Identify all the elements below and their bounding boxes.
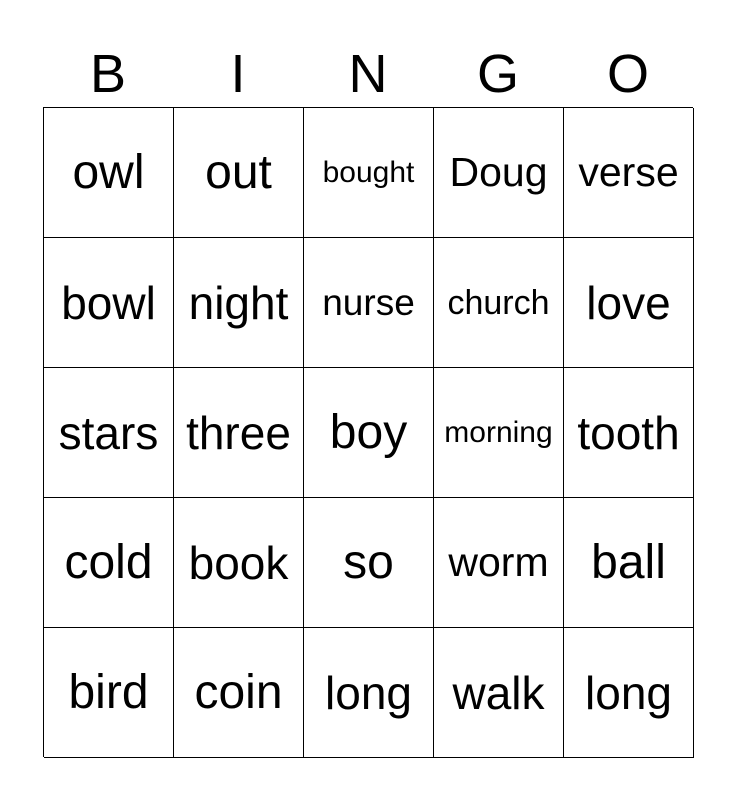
cell-word: verse bbox=[578, 149, 679, 195]
cell-word: walk bbox=[452, 666, 545, 719]
bingo-cell bbox=[174, 108, 304, 238]
cell-word: cold bbox=[64, 535, 153, 589]
bingo-cell bbox=[434, 628, 564, 758]
bingo-cell bbox=[304, 368, 434, 498]
cell-word: boy bbox=[329, 405, 408, 459]
cell-word: stars bbox=[58, 406, 159, 459]
bingo-cell bbox=[304, 238, 434, 368]
cell-word: out bbox=[205, 145, 272, 199]
bingo-cell bbox=[564, 368, 694, 498]
cell-word: tooth bbox=[577, 406, 680, 459]
header-letter-n: N bbox=[348, 44, 388, 104]
cell-word: three bbox=[186, 406, 291, 459]
bingo-cell bbox=[44, 108, 174, 238]
bingo-cell bbox=[564, 628, 694, 758]
cell-word: bird bbox=[68, 665, 149, 719]
bingo-cell bbox=[564, 108, 694, 238]
bingo-cell bbox=[44, 628, 174, 758]
bingo-cell bbox=[174, 498, 304, 628]
bingo-cell bbox=[304, 498, 434, 628]
bingo-cell bbox=[44, 368, 174, 498]
header-letter-g: G bbox=[476, 44, 519, 104]
bingo-cell bbox=[434, 238, 564, 368]
bingo-cell bbox=[434, 368, 564, 498]
cell-word: long bbox=[325, 666, 412, 719]
cell-word: owl bbox=[72, 145, 145, 199]
cell-word: bought bbox=[322, 155, 415, 189]
bingo-cell bbox=[174, 368, 304, 498]
bingo-header bbox=[43, 40, 693, 108]
cell-word: morning bbox=[444, 415, 553, 449]
cell-word: ball bbox=[591, 535, 666, 589]
cell-word: love bbox=[586, 276, 671, 329]
bingo-cell bbox=[174, 238, 304, 368]
cell-word: worm bbox=[448, 539, 549, 585]
cell-word: book bbox=[188, 536, 289, 589]
bingo-cell bbox=[434, 108, 564, 238]
header-letter-b: B bbox=[89, 44, 127, 104]
bingo-cell bbox=[304, 108, 434, 238]
cell-word: Doug bbox=[449, 149, 548, 195]
header-letter-i: I bbox=[230, 44, 246, 104]
bingo-cell bbox=[44, 238, 174, 368]
cell-word: coin bbox=[194, 665, 283, 719]
bingo-cell bbox=[564, 238, 694, 368]
bingo-board bbox=[43, 107, 693, 757]
cell-word: so bbox=[343, 535, 394, 589]
cell-word: church bbox=[447, 283, 550, 322]
bingo-cell bbox=[174, 628, 304, 758]
bingo-cell bbox=[564, 498, 694, 628]
bingo-cell bbox=[304, 628, 434, 758]
cell-word: night bbox=[188, 276, 289, 329]
cell-word: nurse bbox=[322, 282, 415, 323]
cell-word: long bbox=[585, 666, 672, 719]
bingo-cell bbox=[434, 498, 564, 628]
cell-word: bowl bbox=[61, 276, 156, 329]
bingo-cell bbox=[44, 498, 174, 628]
header-letter-o: O bbox=[606, 44, 649, 104]
